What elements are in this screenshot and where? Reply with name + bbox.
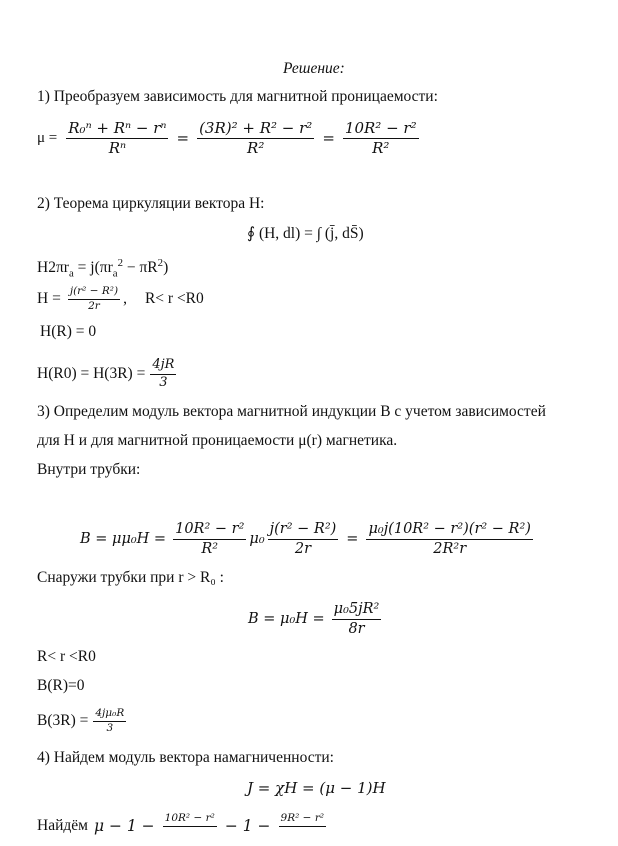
fraction-1-num: R₀ⁿ + Rⁿ − rⁿ bbox=[68, 118, 167, 137]
b-inside-equation: B = μμ₀H = $\frac{\text{10R² − r²}}{\text{R²}}$ μ₀ $\frac{\text{j(r² − R²)}}{2r}$ = $\frac{\text{μ₀j(10R² − r²)(r² − R²)}}{\text{2R²r}}$ bbox=[80, 521, 531, 557]
j-symbol: j bbox=[90, 259, 95, 277]
h-r0-fraction: $\frac{4jR}{3}$ bbox=[152, 357, 175, 390]
permeability-equation: μ = $\frac{\text{R₀ⁿ + Rⁿ − rⁿ}}{\text{Rⁿ}}$ = $\frac{\text{(3R)² + R² − r²}}{\text{R²}}$ = $\frac{\text{10R² − r²}}{\text{R²}}$ bbox=[37, 118, 417, 157]
range-2: R< r <R0 bbox=[37, 648, 96, 665]
outside-label: Снаружи трубки при r > R₀ : bbox=[37, 569, 224, 586]
magnetization-equation: J = χH = (μ − 1)H bbox=[247, 779, 386, 797]
fraction-1-den: Rⁿ bbox=[108, 138, 127, 157]
step2-text: 2) Теорема циркуляции вектора H: bbox=[37, 195, 265, 212]
h-field-equation: H = $\frac{\text{j(r² − R²)}}{2r}$ , R< r <R0 bbox=[37, 285, 204, 312]
fraction-2 bbox=[197, 119, 314, 158]
b-at-3r-equation: B(3R) = $\frac{\text{4jμ₀R}}{3}$ bbox=[37, 707, 125, 734]
h-fraction: $\frac{\text{j(r² − R²)}}{2r}$ bbox=[69, 285, 119, 312]
h-range: R< r <R0 bbox=[144, 290, 204, 307]
ampere-law-line: $H2\pi r_a = j(\pi r_a^2 - \pi R^2)$ bbox=[37, 257, 169, 280]
mu-symbol: μ = bbox=[37, 129, 58, 146]
step1-text: 1) Преобразуем зависимость для магнитной проницаемости: bbox=[37, 88, 438, 105]
h-at-r: H(R) = 0 bbox=[40, 323, 97, 340]
fraction-2-den: R² bbox=[247, 138, 265, 157]
solution-heading: Решение: bbox=[283, 60, 345, 77]
fraction-3-den: R² bbox=[372, 138, 390, 157]
fraction-3 bbox=[343, 119, 419, 158]
inside-label: Внутри трубки: bbox=[37, 461, 141, 478]
step3-line1: 3) Определим модуль вектора магнитной индукции B с учетом зависимостей bbox=[37, 403, 546, 420]
b-outside-equation: B = μ₀H = $\frac{\text{μ₀5jR²}}{8r}$ bbox=[248, 601, 380, 637]
circulation-theorem: ∮ (H, dl) = ∫ (j̄, dS̄) bbox=[247, 225, 364, 242]
h-at-r0-equation: H(R0) = H(3R) = $\frac{4jR}{3}$ bbox=[37, 357, 175, 390]
step4-text: 4) Найдем модуль вектора намагниченности: bbox=[37, 749, 334, 766]
fraction-1 bbox=[66, 119, 168, 158]
fraction-3-num: 10R² − r² bbox=[344, 118, 417, 137]
last-line: Найдём μ − 1 − 10R² − r² − 1 − 9R² − r² bbox=[37, 812, 325, 835]
b-at-r: B(R)=0 bbox=[37, 677, 85, 694]
step3-line2: для H и для магнитной проницаемости μ(r) магнетика. bbox=[37, 432, 398, 449]
fraction-2-num: (3R)² + R² − r² bbox=[199, 118, 313, 137]
